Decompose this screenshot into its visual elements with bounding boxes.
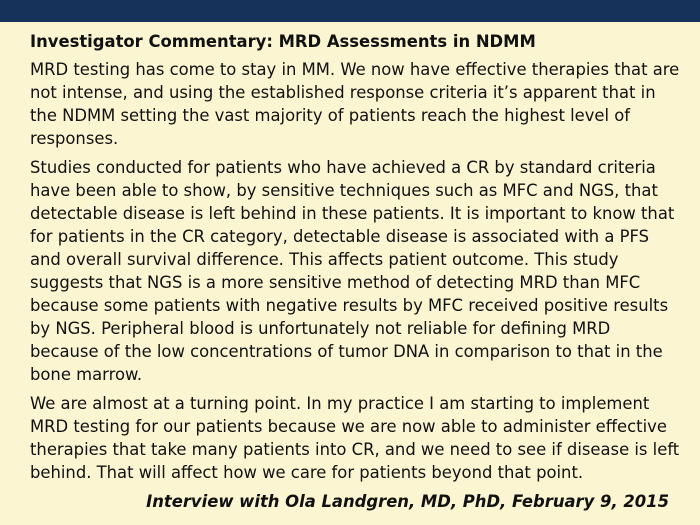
- header-bar: [0, 0, 700, 22]
- paragraph-3: We are almost at a turning point. In my practice I am starting to implement MRD testing for our patients because we are now able to administer effective therapies that take many patients into CR, and we need to see if disease is left behind. That will affect how we care for patients beyond that point.: [30, 394, 680, 482]
- paragraph-1: MRD testing has come to stay in MM. We now have effective therapies that are not intense, and using the established response criteria it’s apparent that in the NDMM setting the vast majority of patients reach the highest level of responses.: [30, 60, 680, 148]
- slide-title: Investigator Commentary: MRD Assessments in NDMM: [30, 32, 536, 51]
- interview-attribution: Interview with Ola Landgren, MD, PhD, February 9, 2015: [146, 492, 669, 511]
- paragraph-2: Studies conducted for patients who have achieved a CR by standard criteria have been able to show, by sensitive techniques such as MFC and NGS, that detectable disease is left behind in these patients. It is important to know that for patients in the CR category, detectable disease is associated with a PFS and overall survival difference. This affects patient outcome. This study suggests that NGS is a more sensitive method of detecting MRD than MFC because some patients with negative results by MFC received positive results by NGS. Peripheral blood is unfortunately not reliable for defining MRD because of the low concentrations of tumor DNA in comparison to that in the bone marrow.: [30, 158, 675, 384]
- commentary-body: [30, 31, 680, 490]
